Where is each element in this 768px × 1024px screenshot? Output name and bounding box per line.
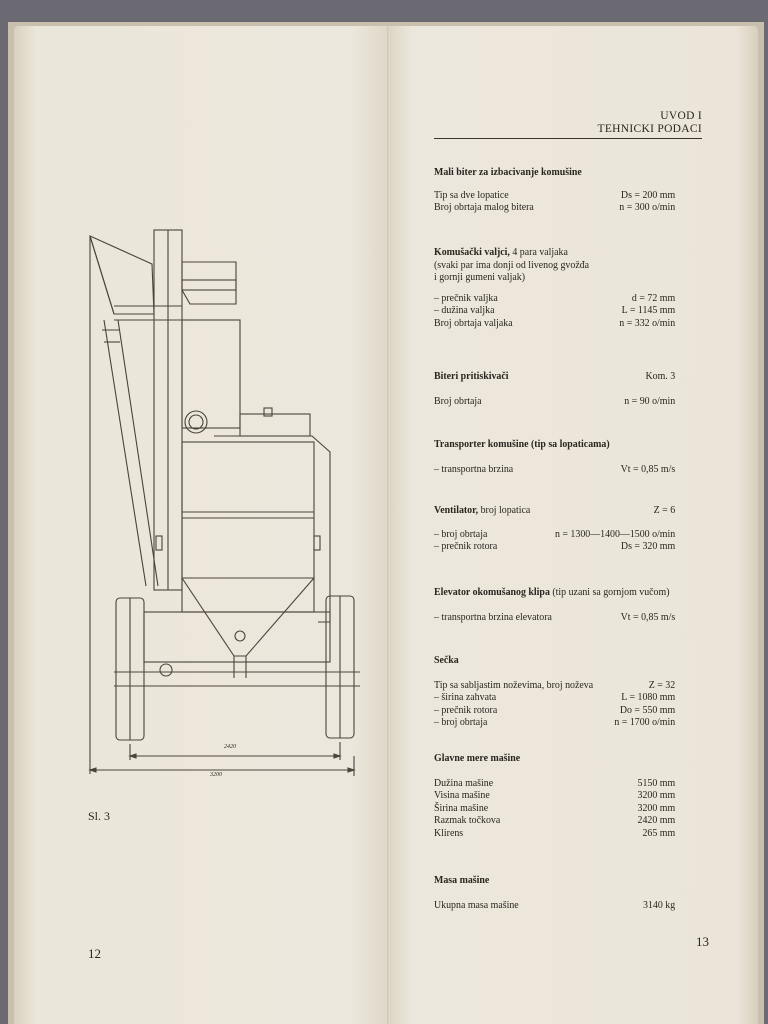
spec-label: Broj obrtaja	[434, 394, 482, 407]
spec-label: Dužina mašine	[434, 776, 494, 789]
spec-label: Tip sa sabljastim noževima, broj noževa	[434, 678, 594, 691]
spec-label: Broj obrtaja valjaka	[434, 316, 513, 329]
spec-label: – broj obrtaja	[434, 716, 488, 728]
spec-row	[434, 814, 675, 827]
spec-value: Ds = 320 mm	[620, 540, 676, 552]
spec-row	[434, 292, 675, 305]
dimension-label-inner: 2420	[224, 744, 236, 750]
spec-row	[434, 802, 675, 815]
spec-value: Vt = 0,85 m/s	[620, 610, 676, 623]
spec-label: – prečnik valjka	[434, 291, 498, 304]
section-title: Biteri pritiskivači	[434, 370, 509, 382]
spec-value: 3200 mm	[637, 801, 676, 814]
book-spread	[8, 22, 764, 1024]
chapter-header-line2: TEHNICKI PODACI	[597, 123, 702, 135]
spec-row	[434, 317, 675, 330]
spec-value: 3200 mm	[637, 789, 676, 801]
spec-row	[434, 463, 675, 476]
spec-row	[434, 789, 675, 802]
spec-row	[434, 189, 675, 202]
spec-label: Širina mašine	[434, 801, 489, 814]
section-count: Z = 6	[653, 504, 676, 516]
spec-row	[434, 827, 675, 840]
chapter-header	[434, 110, 702, 139]
section-title-row	[434, 370, 675, 383]
section-transporter	[434, 438, 675, 475]
section-title-line	[434, 586, 675, 599]
section-secka	[434, 654, 675, 729]
spec-row	[434, 540, 675, 553]
section-title: Elevator okomušanog klipa	[434, 586, 550, 598]
section-title-rest: 4 para valjaka	[509, 246, 568, 258]
spec-label: – širina zahvata	[434, 691, 497, 703]
section-mere	[434, 752, 675, 839]
section-title: Mali biter za izbacivanje komušine	[434, 166, 582, 178]
spec-value: n = 332 o/min	[619, 316, 676, 329]
left-page	[14, 26, 390, 1024]
section-valjci	[434, 246, 675, 329]
section-count: Kom. 3	[645, 370, 676, 382]
spec-row	[434, 691, 675, 704]
spec-row	[434, 777, 675, 790]
spec-label: – transportna brzina elevatora	[434, 610, 552, 623]
machine-drawing	[74, 226, 374, 806]
spec-row	[434, 716, 675, 729]
section-title-rest: broj lopatica	[478, 504, 531, 516]
spec-value: 265 mm	[642, 826, 676, 839]
spec-label: Broj obrtaja malog bitera	[434, 201, 534, 213]
spec-label: – dužina valjka	[434, 304, 495, 316]
section-description: i gornji gumeni valjak)	[434, 271, 526, 283]
section-title: Komušački valjci,	[434, 246, 510, 258]
spec-label: – prečnik rotora	[434, 540, 498, 552]
page-number-right: 13	[696, 934, 709, 949]
spec-value: d = 72 mm	[631, 291, 676, 304]
spec-value: n = 1300—1400—1500 o/min	[554, 527, 676, 540]
section-title: Sečka	[434, 654, 459, 666]
spec-row	[434, 395, 675, 408]
spec-label: Ukupna masa mašine	[434, 898, 519, 911]
section-biteri	[434, 370, 675, 407]
spec-value: Z = 32	[648, 678, 676, 691]
spec-value: Do = 550 mm	[619, 703, 676, 716]
chapter-header-line1: UVOD I	[660, 110, 702, 122]
section-mali-biter	[434, 166, 675, 214]
section-description: (svaki par ima donji od livenog gvožđa	[434, 258, 590, 271]
spec-row	[434, 679, 675, 692]
section-elevator	[434, 586, 675, 623]
spec-value: n = 90 o/min	[624, 394, 676, 407]
spec-value: n = 300 o/min	[619, 201, 676, 213]
spec-row	[434, 528, 675, 541]
section-title: Ventilator,	[434, 504, 479, 516]
spec-label: Tip sa dve lopatice	[434, 188, 509, 201]
page-number-left: 12	[88, 946, 101, 961]
spec-value: n = 1700 o/min	[614, 716, 676, 728]
spec-value: L = 1145 mm	[621, 304, 676, 316]
section-ventilator	[434, 504, 675, 553]
section-title: Transporter komušine (tip sa lopaticama)	[434, 438, 610, 450]
spec-row	[434, 611, 675, 624]
figure-caption: Sl. 3	[88, 809, 111, 823]
spec-value: Ds = 200 mm	[620, 188, 676, 201]
spec-label: Visina mašine	[434, 789, 490, 801]
spec-row	[434, 201, 675, 214]
spec-value: L = 1080 mm	[621, 691, 676, 703]
spec-row	[434, 704, 675, 717]
right-page	[390, 26, 758, 1024]
section-title-line	[434, 246, 675, 259]
spec-label: Klirens	[434, 826, 464, 839]
section-masa	[434, 874, 675, 911]
spec-value: Vt = 0,85 m/s	[620, 462, 676, 475]
husker-machine-diagram	[74, 226, 374, 806]
dimension-label-outer: 3200	[210, 772, 222, 778]
spec-label: – prečnik rotora	[434, 703, 498, 716]
section-title-row	[434, 504, 675, 517]
spec-value: 5150 mm	[637, 776, 676, 789]
spec-row	[434, 899, 675, 912]
spec-label: – transportna brzina	[434, 462, 514, 475]
section-title-rest: (tip uzani sa gornjom vučom)	[549, 586, 670, 598]
spec-value: 3140 kg	[643, 898, 676, 911]
spec-value: 2420 mm	[637, 814, 676, 826]
spec-label: Razmak točkova	[434, 814, 501, 826]
spec-row	[434, 304, 675, 317]
section-title: Masa mašine	[434, 874, 490, 886]
section-title: Glavne mere mašine	[434, 752, 521, 764]
spec-label: – broj obrtaja	[434, 527, 488, 540]
